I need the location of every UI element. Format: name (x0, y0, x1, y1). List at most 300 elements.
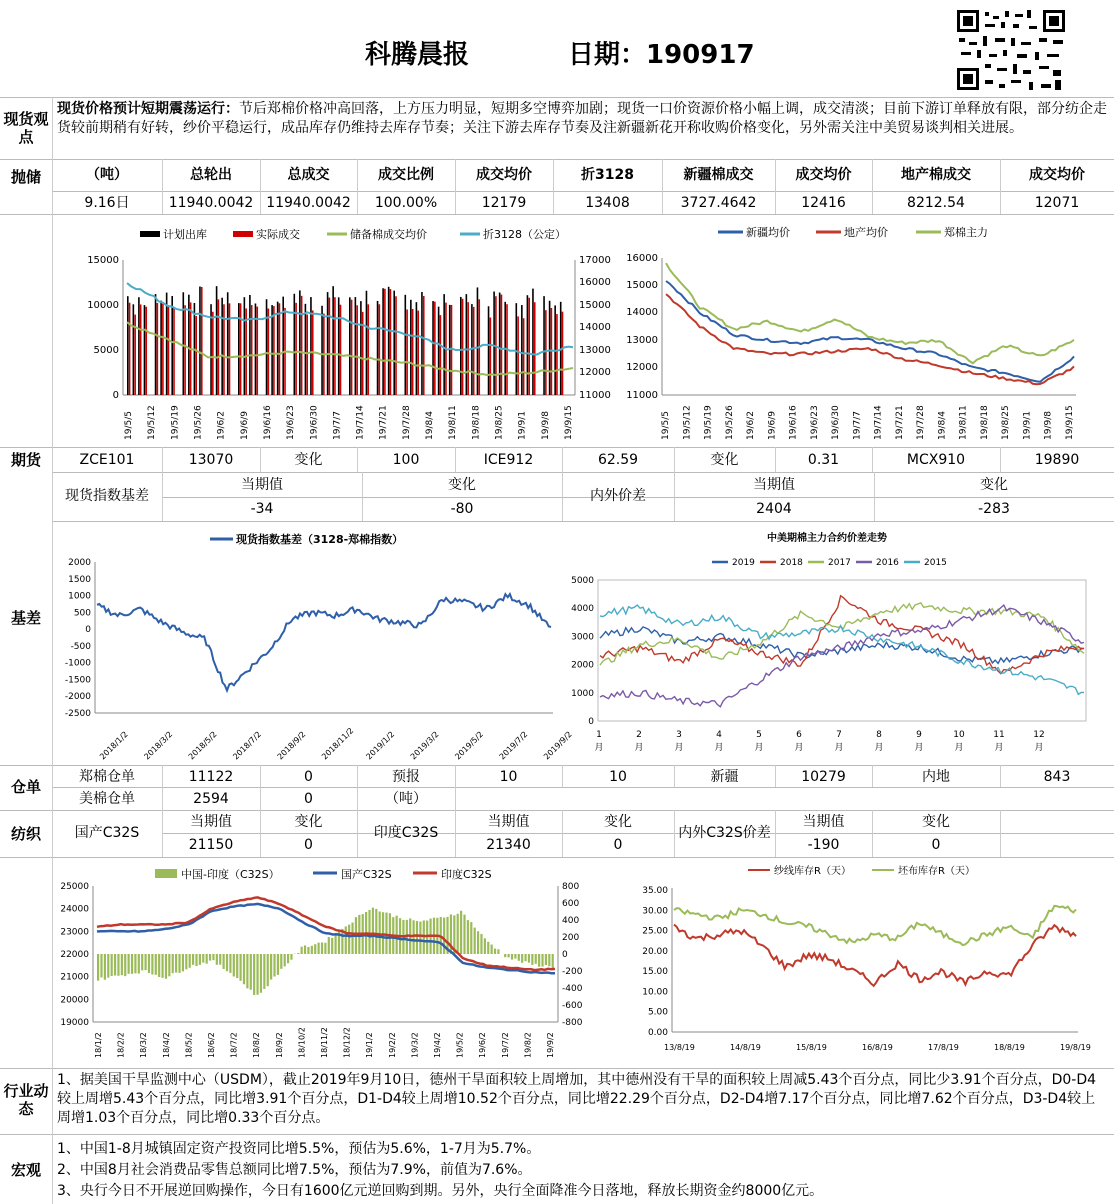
warehouse-cell: 新疆 (710, 769, 739, 785)
y-tick: -1500 (64, 675, 91, 686)
spread-chart (562, 525, 1112, 763)
y-tick: 19000 (60, 1018, 89, 1028)
x-tick-unit: 月 (794, 743, 804, 753)
bar-actual (195, 316, 197, 395)
yr-tick: 15000 (579, 300, 611, 311)
x-tick: 19/8/2 (523, 1032, 533, 1058)
bar-plan (271, 305, 273, 395)
reserve-header: 新疆棉成交 (683, 167, 754, 183)
textile-header: 当期值 (190, 814, 232, 830)
bar-diff (175, 954, 177, 973)
bar-plan (410, 300, 412, 395)
bar-actual (351, 300, 353, 395)
bar-diff (165, 954, 167, 979)
bar-plan (133, 304, 135, 395)
basis-h3: 当期值 (753, 477, 795, 493)
bar-plan (127, 296, 129, 395)
bar-diff (223, 954, 225, 969)
reserve-cell: 12416 (801, 195, 846, 211)
x-tick-unit: 月 (714, 743, 724, 753)
x-tick: 19/6/16 (262, 405, 273, 440)
x-tick: 2018/11/2 (320, 726, 356, 762)
x-tick-unit: 月 (754, 743, 764, 753)
bar-diff (460, 911, 462, 954)
bar-plan (521, 305, 523, 395)
x-tick: 19/6/30 (309, 405, 320, 440)
textile-header: 变化 (294, 814, 323, 830)
x-tick: 19/6/2 (478, 1032, 488, 1058)
macro-line-3: 3、央行今日不开展逆回购操作，今日有1600亿元逆回购到期。另外，央行全面降准今日落地，释放长期资金约8000亿元。 (57, 1183, 824, 1199)
x-tick: 19/8/11 (448, 405, 459, 440)
bar-plan (183, 292, 185, 395)
bar-diff (467, 920, 469, 954)
section-label-basis: 基差 (10, 609, 41, 627)
futures-cell: 100 (392, 452, 420, 468)
reserve-cell: 100.00% (374, 195, 438, 211)
bar-plan (199, 287, 201, 395)
legend-actual: 实际成交 (256, 228, 300, 241)
basis-legend: 现货指数基差（3128-郑棉指数） (236, 533, 404, 546)
section-label-reserve: 抛储 (10, 168, 41, 186)
bar-diff (368, 910, 370, 954)
legend-plan: 计划出库 (163, 228, 207, 241)
bar-plan (493, 292, 495, 395)
x-tick: 19/7/7 (332, 411, 343, 440)
y-tick: 500 (73, 608, 91, 619)
bar-diff (233, 954, 235, 976)
basis-h2: 变化 (448, 477, 476, 493)
x-tick: 19/2/2 (387, 1032, 397, 1058)
x-tick: 2019/1/2 (364, 729, 397, 762)
bar-actual (462, 299, 464, 395)
bar-diff (494, 949, 496, 954)
x-tick-unit: 月 (594, 743, 604, 753)
x-tick: 18/7/2 (229, 1032, 239, 1058)
x-tick: 19/8/19 (1060, 1043, 1091, 1052)
warehouse-cell: （吨） (385, 791, 427, 807)
bar-diff (256, 954, 258, 995)
legend-fabric-stock: 坯布库存R（天） (898, 866, 975, 877)
spread-legend-label: 2017 (828, 558, 851, 568)
reserve-cell: 8212.54 (907, 195, 965, 211)
bar-plan (466, 294, 468, 395)
bar-plan (532, 289, 534, 395)
legend-yarn-stock: 纱线库存R（天） (774, 866, 851, 877)
textile-value: -190 (807, 837, 840, 853)
bar-diff (284, 954, 286, 966)
bar-diff (375, 909, 377, 954)
bar-diff (321, 942, 323, 954)
bar-actual (295, 303, 297, 395)
bar-diff (531, 954, 533, 965)
yr-tick: 13000 (579, 345, 611, 356)
bar-plan (443, 294, 445, 395)
basis-v1: -34 (250, 501, 274, 517)
x-tick: 19/6/23 (809, 405, 820, 440)
x-tick: 10 (953, 730, 965, 740)
reserve-chart (55, 218, 611, 446)
x-tick: 2 (636, 730, 642, 740)
x-tick: 19/9/1 (517, 411, 528, 440)
bar-actual (534, 302, 536, 395)
bar-diff (148, 954, 150, 973)
y-tick: 1000 (68, 591, 91, 602)
x-tick: 2018/1/2 (98, 729, 130, 762)
bar-diff (457, 914, 459, 954)
bar-diff (114, 954, 116, 976)
bar-diff (117, 954, 119, 976)
x-tick: 19/8/4 (937, 411, 948, 440)
bar-diff (246, 954, 248, 988)
bar-diff (311, 946, 313, 954)
spread-legend-label: 2015 (924, 558, 947, 568)
reserve-header: 成交均价 (1029, 167, 1085, 183)
x-tick: 19/7/2 (500, 1032, 510, 1058)
bar-diff (189, 954, 191, 968)
bar-actual (356, 305, 358, 395)
y-tick: 1500 (68, 574, 91, 585)
bar-actual (279, 303, 281, 395)
y-tick: 0.00 (647, 1028, 668, 1038)
bar-diff (416, 921, 418, 954)
bar-plan (416, 302, 418, 395)
bar-diff (100, 954, 102, 977)
bar-diff (535, 954, 537, 964)
y-tick: -400 (562, 984, 583, 994)
bar-diff (134, 954, 136, 973)
bar-actual (212, 312, 214, 395)
x-tick: 18/8/2 (252, 1032, 262, 1058)
y-tick: 20000 (60, 995, 89, 1006)
section-label-textile: 纺织 (10, 825, 41, 843)
bar-diff (477, 931, 479, 954)
bar-actual (406, 309, 408, 395)
bar-diff (508, 954, 510, 957)
bar-diff (253, 954, 255, 995)
spot-commentary (57, 100, 1109, 138)
spread-label: 内外价差 (590, 488, 646, 504)
bar-diff (314, 944, 316, 954)
x-tick: 19/5/26 (193, 405, 204, 440)
bar-plan (266, 299, 268, 395)
bar-actual (501, 295, 503, 395)
bar-plan (366, 291, 368, 395)
x-tick: 1 (596, 730, 602, 740)
bar-plan (549, 301, 551, 395)
reserve-header: 总轮出 (190, 167, 232, 183)
warehouse-cell: 郑棉仓单 (79, 769, 135, 785)
bar-plan (166, 293, 168, 395)
x-tick: 2018/3/2 (142, 729, 175, 762)
x-tick-unit: 月 (834, 743, 844, 753)
bar-diff (182, 954, 184, 971)
bar-plan (421, 292, 423, 395)
bar-actual (145, 307, 147, 395)
bar-diff (236, 954, 238, 978)
x-tick: 17/8/19 (928, 1043, 959, 1052)
bar-diff (541, 954, 543, 967)
bar-plan (393, 291, 395, 395)
bar-diff (199, 954, 201, 965)
bar-actual (440, 315, 442, 395)
x-tick: 19/9/2 (546, 1032, 555, 1058)
bar-diff (267, 954, 269, 986)
textile-value: 21340 (486, 837, 531, 853)
bar-diff (548, 954, 550, 966)
bar-diff (151, 954, 153, 975)
y-tick: 0 (562, 950, 568, 960)
x-tick: 19/9/15 (564, 405, 574, 440)
x-tick: 19/7/21 (894, 405, 905, 440)
bar-diff (144, 954, 146, 970)
futures-cell: ZCE101 (79, 452, 135, 468)
bar-actual (556, 314, 558, 395)
reserve-header: 成交比例 (378, 167, 434, 183)
section-label-futures: 期货 (10, 451, 41, 469)
bar-diff (216, 954, 218, 965)
basis-h1: 当期值 (241, 477, 283, 493)
warehouse-cell: 10 (499, 769, 518, 785)
bar-actual (229, 303, 231, 395)
bar-actual (545, 310, 547, 395)
bar-diff (141, 954, 143, 970)
bar-plan (377, 301, 379, 395)
futures-cell: 0.31 (807, 452, 840, 468)
warehouse-cell: 843 (1043, 769, 1071, 785)
bar-diff (161, 954, 163, 978)
bar-diff (552, 954, 554, 968)
x-tick: 19/7/28 (401, 405, 412, 440)
textile-value: 0 (613, 837, 623, 853)
reserve-legend (140, 227, 566, 241)
y-tick: 12000 (626, 362, 658, 373)
legend-cn: 国产C32S (341, 868, 392, 881)
y-tick: -2500 (64, 709, 91, 719)
bar-diff (97, 954, 99, 981)
x-tick: 2019/9/2 (542, 729, 574, 762)
bar-diff (504, 954, 506, 957)
bar-plan (355, 297, 357, 395)
x-tick-unit: 月 (954, 743, 964, 753)
legend-local: 地产均价 (844, 226, 888, 239)
spread-title: 中美期棉主力合约价差走势 (767, 533, 887, 544)
bar-actual (245, 308, 247, 395)
x-tick: 19/7/14 (873, 405, 884, 440)
spread-legend-label: 2018 (780, 558, 803, 568)
reserve-header: 总成交 (287, 167, 330, 183)
yl-tick: 10000 (87, 300, 119, 311)
bar-diff (121, 954, 123, 975)
futures-cell: 19890 (1034, 452, 1080, 468)
bar-actual (367, 304, 369, 395)
bar-diff (158, 954, 160, 977)
bar-diff (185, 954, 187, 969)
basis-v2: -80 (450, 501, 474, 517)
bar-diff (331, 938, 333, 954)
section-label-spot: 现货观点 (3, 110, 49, 146)
spot-body: 节后郑棉价格冲高回落，上方压力明显，短期多空博弈加剧；现货一口价资源价格小幅上调，成交清淡；目前下游订单释放有限，部分纺企走货较前期稍有好转，纱价平稳运行，成品库存仍维持去库存节奏；关注下游去库存节奏及注新疆新花开称收购价格变化，另外需关注中美贸易谈判相关进展。 (57, 101, 1107, 136)
yl-tick: 5000 (93, 345, 119, 356)
bar-actual (173, 307, 175, 395)
bar-plan (338, 297, 340, 395)
x-tick: 9 (916, 730, 922, 740)
warehouse-cell: 0 (304, 791, 313, 807)
warehouse-cell: 内地 (922, 769, 950, 785)
bar-diff (484, 938, 486, 954)
y-tick: 10.00 (642, 987, 668, 998)
bar-actual (273, 306, 275, 395)
yr-tick: 11000 (579, 390, 611, 401)
textile-header: 当期值 (802, 814, 845, 830)
bar-actual (140, 304, 142, 395)
bar-diff (328, 937, 330, 954)
bar-diff (372, 908, 374, 954)
bar-plan (516, 303, 518, 395)
bar-actual (395, 296, 397, 395)
bar-plan (327, 292, 329, 395)
bar-diff (474, 928, 476, 954)
bar-diff (470, 922, 472, 954)
bar-diff (270, 954, 272, 980)
x-tick-unit: 月 (1034, 743, 1044, 753)
textile-header: 变化 (604, 814, 632, 830)
bar-diff (497, 949, 499, 954)
bar-plan (294, 294, 296, 395)
bar-plan (438, 307, 440, 395)
bar-diff (192, 954, 194, 965)
bar-actual (162, 304, 164, 395)
yarn-price-chart (55, 860, 595, 1066)
bar-plan (460, 297, 462, 395)
bar-diff (280, 954, 282, 969)
x-tick: 19/7/21 (378, 405, 389, 440)
stock-days-chart (630, 860, 1110, 1066)
bar-plan (310, 297, 312, 395)
textile-header: 变化 (922, 814, 950, 830)
bar-plan (432, 301, 434, 395)
macro-line-2: 2、中国8月社会消费品零售总额同比增7.5%，预估为7.9%，前值为7.6%。 (57, 1162, 532, 1178)
section-label-industry: 行业动态 (3, 1082, 49, 1118)
x-tick: 19/4/2 (433, 1032, 442, 1058)
bar-diff (138, 954, 140, 974)
y-tick: 24000 (60, 904, 89, 915)
textile-header: 当期值 (487, 814, 530, 830)
bar-diff (528, 954, 530, 963)
bar-diff (318, 943, 320, 954)
spread-series-2016 (600, 605, 1084, 707)
bar-actual (379, 304, 381, 395)
bar-diff (524, 954, 526, 961)
bar-diff (413, 920, 415, 954)
bar-plan (388, 287, 390, 395)
bar-diff (226, 954, 228, 971)
bar-actual (434, 302, 436, 395)
bar-plan (144, 305, 146, 395)
bar-diff (351, 923, 353, 954)
x-tick: 19/8/11 (958, 405, 969, 440)
bar-actual (334, 297, 336, 395)
bar-plan (527, 295, 529, 395)
bar-plan (255, 303, 257, 395)
x-tick-unit: 月 (674, 743, 684, 753)
reserve-cell: 3727.4642 (680, 195, 757, 211)
bar-diff (511, 954, 513, 960)
bar-plan (244, 297, 246, 395)
reserve-bars (127, 286, 563, 395)
section-label-warehouse: 仓单 (10, 778, 41, 796)
textile-value: 0 (304, 837, 313, 853)
bar-plan (305, 304, 307, 395)
bar-plan (488, 306, 490, 395)
bar-plan (160, 301, 162, 395)
legend-reserve-avg: 储备棉成交均价 (350, 228, 427, 241)
x-tick: 18/12/2 (342, 1027, 352, 1058)
bar-diff (290, 954, 292, 960)
x-tick: 18/5/2 (184, 1032, 194, 1058)
bar-diff (426, 921, 428, 954)
bar-actual (517, 316, 519, 395)
y-tick: 35.00 (642, 886, 668, 896)
yr-tick: 12000 (579, 367, 611, 378)
y-tick: 3000 (571, 632, 594, 643)
x-tick: 19/5/5 (124, 411, 134, 440)
bar-plan (360, 301, 362, 395)
yl-tick: 0 (112, 390, 119, 401)
textile-label: 国产C32S (74, 825, 140, 841)
y-tick: 600 (562, 899, 580, 909)
x-tick: 18/4/2 (161, 1032, 171, 1058)
x-tick: 2019/7/2 (497, 729, 530, 762)
x-tick: 2018/9/2 (275, 729, 308, 762)
x-tick: 18/10/2 (297, 1027, 307, 1058)
futures-cell: ICE912 (483, 452, 534, 468)
x-tick: 2019/3/2 (408, 729, 441, 762)
bar-diff (538, 954, 540, 967)
y-tick: 2000 (68, 558, 91, 568)
bar-diff (491, 945, 493, 954)
x-tick: 16/8/19 (862, 1043, 893, 1052)
warehouse-cell: 美棉仓单 (79, 791, 135, 807)
y-tick: 20.00 (642, 946, 668, 957)
bar-diff (172, 954, 174, 973)
y-tick: 0 (85, 625, 91, 636)
bar-diff (385, 913, 387, 954)
bar-plan (171, 296, 173, 395)
basis-v3: 2404 (756, 501, 792, 517)
x-tick: 8 (876, 730, 882, 740)
bar-diff (463, 915, 465, 954)
x-tick: 19/9/15 (1065, 405, 1075, 440)
bar-diff (111, 954, 113, 976)
x-tick: 19/9/1 (1022, 411, 1033, 440)
bar-diff (243, 954, 245, 984)
x-tick: 19/6/30 (831, 405, 842, 440)
reserve-cell: 12071 (1034, 195, 1080, 211)
x-tick: 7 (836, 730, 842, 740)
bar-plan (249, 295, 251, 395)
textile-value: 21150 (188, 837, 234, 853)
x-tick: 19/6/9 (767, 411, 778, 440)
bar-diff (229, 954, 231, 973)
x-tick-unit: 月 (914, 743, 924, 753)
spread-series-2017 (600, 603, 1084, 665)
x-tick: 18/1/2 (94, 1032, 103, 1058)
y-tick: 0 (588, 717, 594, 727)
bar-actual (184, 305, 186, 395)
x-tick: 18/8/19 (994, 1043, 1025, 1052)
x-tick: 19/5/12 (147, 405, 158, 440)
bar-diff (518, 954, 520, 961)
